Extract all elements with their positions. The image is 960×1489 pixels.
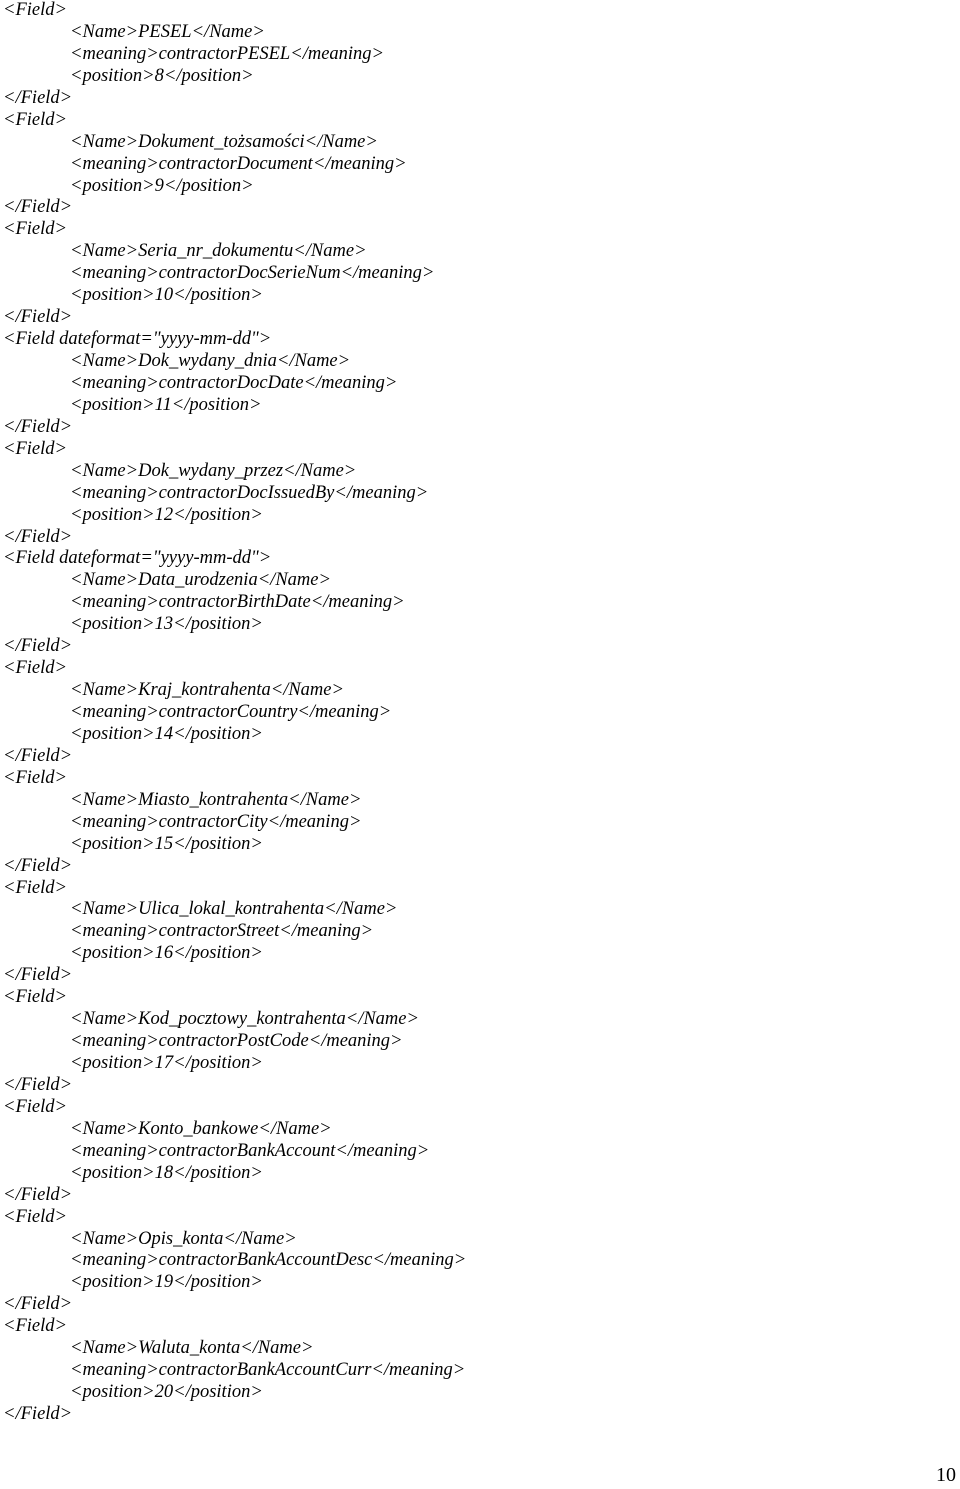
code-line: </Field>	[3, 307, 73, 328]
code-line: <position>18</position>	[70, 1162, 263, 1183]
code-line: <Field>	[3, 877, 68, 898]
code-line: </Field>	[3, 526, 73, 547]
code-line: <Name>Kraj_kontrahenta</Name>	[70, 680, 344, 701]
code-line: <position>8</position>	[70, 65, 254, 86]
code-line: <Field dateformat="yyyy-mm-dd">	[3, 548, 272, 569]
code-line: <position>15</position>	[70, 833, 263, 854]
code-line: <Field>	[3, 1316, 68, 1337]
code-line: <meaning>contractorBankAccount</meaning>	[70, 1140, 430, 1161]
code-line: <meaning>contractorBankAccountDesc</meaning>	[70, 1250, 467, 1271]
code-line: <Field dateformat="yyyy-mm-dd">	[3, 329, 272, 350]
code-line: <position>12</position>	[70, 504, 263, 525]
code-line: <Field>	[3, 658, 68, 679]
code-line: <Name>Opis_konta</Name>	[70, 1228, 297, 1249]
code-line: </Field>	[3, 416, 73, 437]
code-line: <Field>	[3, 109, 68, 130]
code-line: <Field>	[3, 1206, 68, 1227]
code-line: <position>20</position>	[70, 1382, 263, 1403]
code-line: </Field>	[3, 197, 73, 218]
code-line: <meaning>contractorDocSerieNum</meaning>	[70, 263, 435, 284]
page-number: 10	[936, 1464, 956, 1486]
code-line: <meaning>contractorDocDate</meaning>	[70, 372, 398, 393]
code-line: <meaning>contractorPostCode</meaning>	[70, 1031, 403, 1052]
code-line: </Field>	[3, 965, 73, 986]
code-line: <position>11</position>	[70, 394, 262, 415]
code-line: <Name>Dokument_tożsamości</Name>	[70, 131, 378, 152]
code-line: <meaning>contractorDocIssuedBy</meaning>	[70, 482, 429, 503]
code-line: <Name>Kod_pocztowy_kontrahenta</Name>	[70, 1009, 419, 1030]
xml-code-listing	[3, 0, 953, 1426]
code-line: <Name>Dok_wydany_dnia</Name>	[70, 351, 351, 371]
code-line: <Field>	[3, 219, 68, 240]
code-line: <meaning>contractorStreet</meaning>	[70, 921, 374, 942]
code-line: <meaning>contractorCity</meaning>	[70, 811, 362, 832]
code-line: <Field>	[3, 767, 68, 788]
code-line: </Field>	[3, 87, 73, 108]
code-line: <Name>Waluta_konta</Name>	[70, 1338, 314, 1359]
code-line: <Name>Data_urodzenia</Name>	[70, 570, 331, 591]
code-line: </Field>	[3, 745, 73, 766]
code-line: <meaning>contractorPESEL</meaning>	[70, 43, 385, 64]
code-line: <meaning>contractorCountry</meaning>	[70, 702, 392, 722]
code-line: <position>10</position>	[70, 285, 263, 306]
code-line: <Name>Miasto_kontrahenta</Name>	[70, 789, 362, 810]
code-line: <Name>Konto_bankowe</Name>	[70, 1118, 332, 1139]
code-line: <Name>PESEL</Name>	[70, 21, 265, 42]
code-line: <Field>	[3, 987, 68, 1008]
code-line: <position>19</position>	[70, 1272, 263, 1293]
code-line: <Field>	[3, 438, 68, 459]
code-line: </Field>	[3, 1404, 73, 1424]
code-line: <Name>Ulica_lokal_kontrahenta</Name>	[70, 899, 398, 920]
code-line: <meaning>contractorDocument</meaning>	[70, 153, 407, 174]
code-line: </Field>	[3, 636, 73, 657]
code-line: </Field>	[3, 855, 73, 876]
code-line: </Field>	[3, 1074, 73, 1095]
code-line: <position>13</position>	[70, 614, 263, 635]
code-line: <position>9</position>	[70, 175, 254, 196]
code-line: <Name>Seria_nr_dokumentu</Name>	[70, 241, 367, 262]
code-line: <Field>	[3, 1096, 68, 1117]
code-line: <Field>	[3, 0, 68, 20]
code-line: <position>16</position>	[70, 943, 263, 964]
code-line: <Name>Dok_wydany_przez</Name>	[70, 460, 357, 481]
code-line: <meaning>contractorBankAccountCurr</meaning>	[70, 1360, 466, 1381]
code-line: <position>17</position>	[70, 1053, 263, 1073]
code-line: </Field>	[3, 1184, 73, 1205]
code-line: <meaning>contractorBirthDate</meaning>	[70, 592, 405, 613]
code-line: </Field>	[3, 1294, 73, 1315]
code-line: <position>14</position>	[70, 723, 263, 744]
